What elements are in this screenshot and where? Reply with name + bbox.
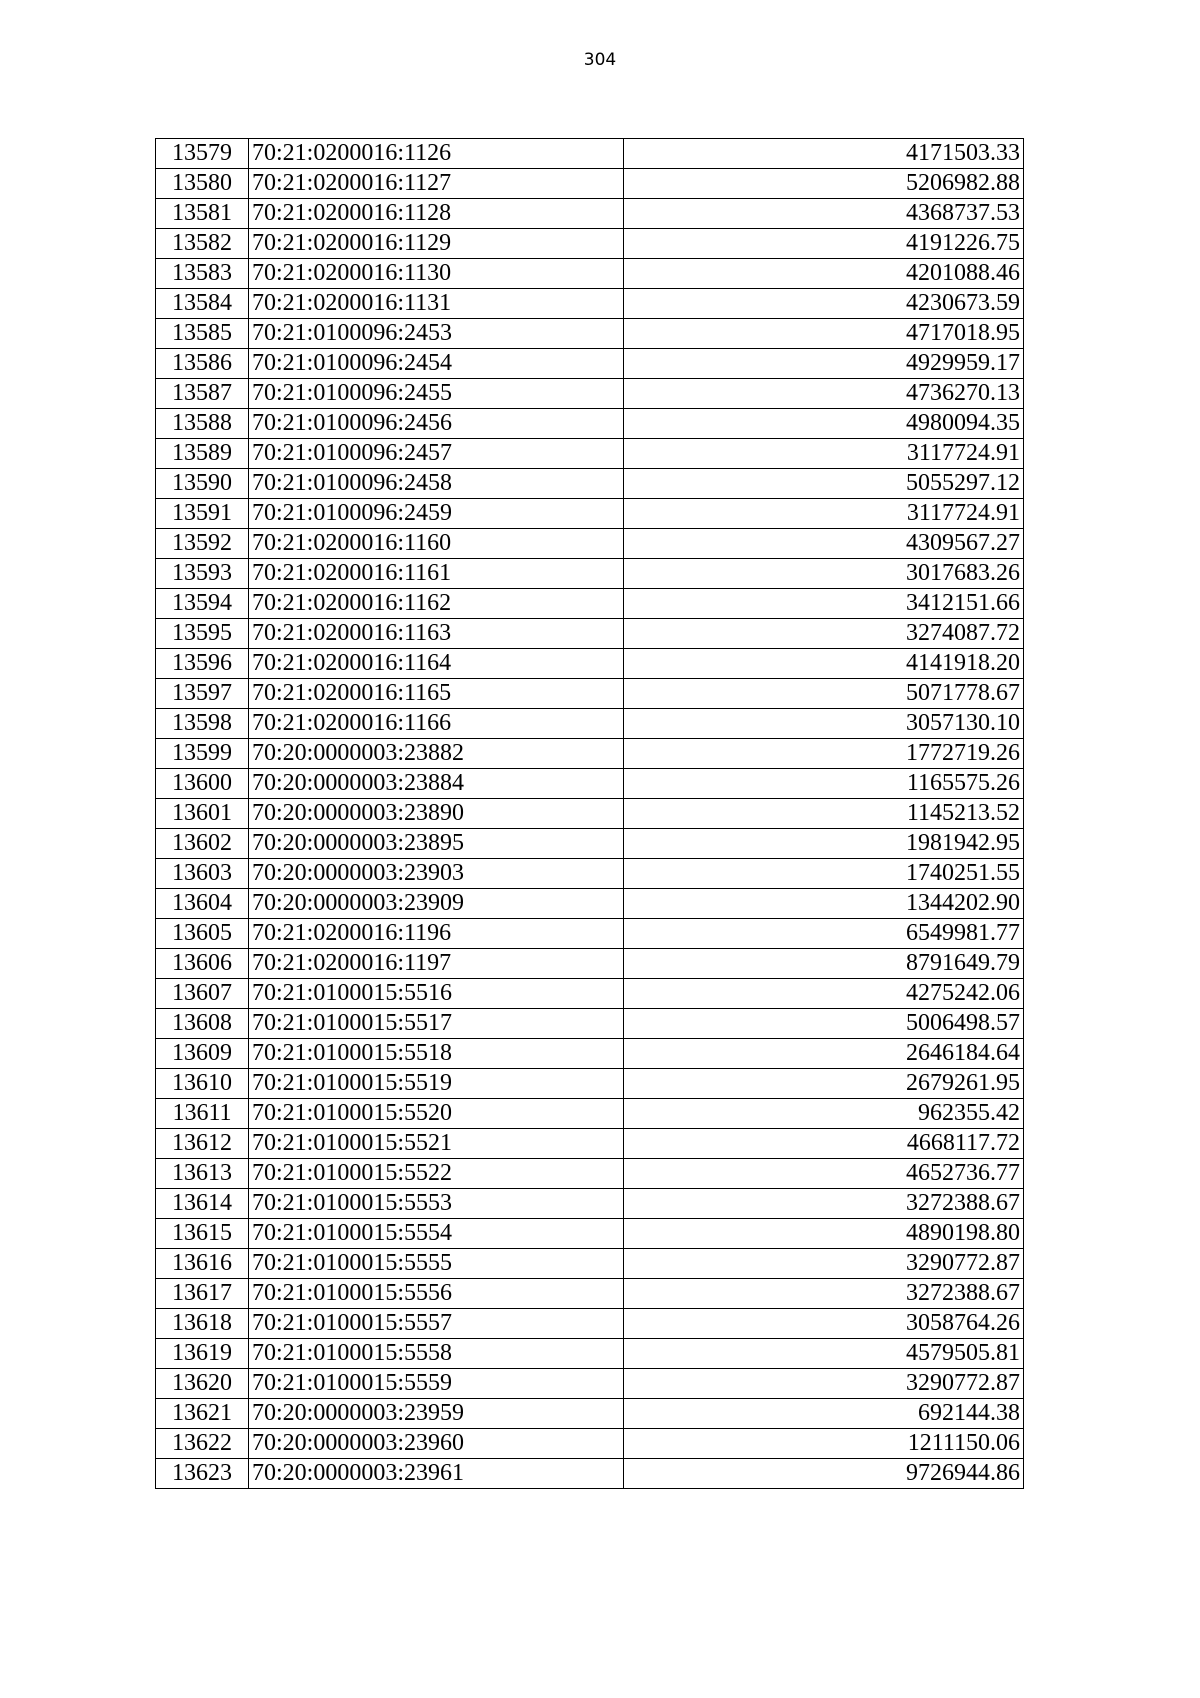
cadastral-value-cell: 8791649.79	[624, 949, 1024, 979]
table-row	[156, 769, 1024, 799]
cadastral-value-cell: 1772719.26	[624, 739, 1024, 769]
row-number-cell: 13605	[156, 919, 249, 949]
cadastral-number-cell: 70:21:0200016:1131	[249, 289, 624, 319]
cadastral-number-cell: 70:21:0100096:2459	[249, 499, 624, 529]
cadastral-value-cell: 4191226.75	[624, 229, 1024, 259]
cadastral-number-cell: 70:20:0000003:23909	[249, 889, 624, 919]
cadastral-value-cell: 962355.42	[624, 1099, 1024, 1129]
cadastral-value-cell: 2679261.95	[624, 1069, 1024, 1099]
table-row	[156, 949, 1024, 979]
row-number-cell: 13585	[156, 319, 249, 349]
cadastral-value-cell: 3272388.67	[624, 1189, 1024, 1219]
table-row	[156, 1069, 1024, 1099]
row-number-cell: 13617	[156, 1279, 249, 1309]
cadastral-value-cell: 5206982.88	[624, 169, 1024, 199]
row-number-cell: 13599	[156, 739, 249, 769]
table-row	[156, 1249, 1024, 1279]
cadastral-number-cell: 70:21:0100096:2454	[249, 349, 624, 379]
table-row	[156, 1369, 1024, 1399]
row-number-cell: 13620	[156, 1369, 249, 1399]
cadastral-number-cell: 70:21:0200016:1127	[249, 169, 624, 199]
cadastral-number-cell: 70:21:0200016:1197	[249, 949, 624, 979]
cadastral-number-cell: 70:21:0100096:2456	[249, 409, 624, 439]
row-number-cell: 13587	[156, 379, 249, 409]
row-number-cell: 13608	[156, 1009, 249, 1039]
table-row	[156, 859, 1024, 889]
table-row	[156, 619, 1024, 649]
cadastral-number-cell: 70:21:0100015:5519	[249, 1069, 624, 1099]
table-row	[156, 1159, 1024, 1189]
table-row	[156, 1219, 1024, 1249]
row-number-cell: 13581	[156, 199, 249, 229]
cadastral-number-cell: 70:20:0000003:23895	[249, 829, 624, 859]
cadastral-value-cell: 1740251.55	[624, 859, 1024, 889]
cadastral-number-cell: 70:21:0100015:5516	[249, 979, 624, 1009]
row-number-cell: 13604	[156, 889, 249, 919]
table-row	[156, 469, 1024, 499]
cadastral-value-cell: 1981942.95	[624, 829, 1024, 859]
table-row	[156, 1039, 1024, 1069]
cadastral-value-cell: 9726944.86	[624, 1459, 1024, 1489]
row-number-cell: 13598	[156, 709, 249, 739]
cadastral-number-cell: 70:20:0000003:23961	[249, 1459, 624, 1489]
row-number-cell: 13610	[156, 1069, 249, 1099]
cadastral-value-cell: 5071778.67	[624, 679, 1024, 709]
cadastral-number-cell: 70:21:0100015:5521	[249, 1129, 624, 1159]
table-row	[156, 349, 1024, 379]
cadastral-number-cell: 70:21:0100015:5518	[249, 1039, 624, 1069]
cadastral-value-cell: 4230673.59	[624, 289, 1024, 319]
row-number-cell: 13601	[156, 799, 249, 829]
cadastral-number-cell: 70:21:0100015:5559	[249, 1369, 624, 1399]
cadastral-value-cell: 4736270.13	[624, 379, 1024, 409]
cadastral-number-cell: 70:21:0200016:1160	[249, 529, 624, 559]
cadastral-number-cell: 70:21:0100015:5553	[249, 1189, 624, 1219]
table-body	[156, 139, 1024, 1489]
cadastral-number-cell: 70:20:0000003:23890	[249, 799, 624, 829]
cadastral-value-cell: 4309567.27	[624, 529, 1024, 559]
row-number-cell: 13603	[156, 859, 249, 889]
row-number-cell: 13586	[156, 349, 249, 379]
cadastral-value-cell: 6549981.77	[624, 919, 1024, 949]
row-number-cell: 13612	[156, 1129, 249, 1159]
table-row	[156, 139, 1024, 169]
cadastral-value-cell: 4890198.80	[624, 1219, 1024, 1249]
row-number-cell: 13597	[156, 679, 249, 709]
cadastral-number-cell: 70:21:0100015:5554	[249, 1219, 624, 1249]
cadastral-number-cell: 70:21:0100015:5556	[249, 1279, 624, 1309]
cadastral-number-cell: 70:21:0200016:1161	[249, 559, 624, 589]
table-row	[156, 1459, 1024, 1489]
cadastral-value-cell: 4668117.72	[624, 1129, 1024, 1159]
table-row	[156, 289, 1024, 319]
table-row	[156, 1339, 1024, 1369]
cadastral-value-cell: 1344202.90	[624, 889, 1024, 919]
row-number-cell: 13589	[156, 439, 249, 469]
cadastral-number-cell: 70:20:0000003:23903	[249, 859, 624, 889]
table-row	[156, 1009, 1024, 1039]
table-row	[156, 199, 1024, 229]
row-number-cell: 13596	[156, 649, 249, 679]
cadastral-value-cell: 3117724.91	[624, 439, 1024, 469]
cadastral-value-cell: 2646184.64	[624, 1039, 1024, 1069]
row-number-cell: 13584	[156, 289, 249, 319]
table-row	[156, 679, 1024, 709]
table-row	[156, 649, 1024, 679]
row-number-cell: 13583	[156, 259, 249, 289]
table-row	[156, 1129, 1024, 1159]
row-number-cell: 13602	[156, 829, 249, 859]
cadastral-value-table	[155, 138, 1024, 1489]
table-row	[156, 1399, 1024, 1429]
table-row	[156, 439, 1024, 469]
table-row	[156, 259, 1024, 289]
table-row	[156, 499, 1024, 529]
cadastral-value-cell: 4579505.81	[624, 1339, 1024, 1369]
cadastral-number-cell: 70:21:0100096:2457	[249, 439, 624, 469]
cadastral-value-cell: 1211150.06	[624, 1429, 1024, 1459]
table-row	[156, 589, 1024, 619]
cadastral-number-cell: 70:21:0100096:2453	[249, 319, 624, 349]
cadastral-number-cell: 70:21:0200016:1162	[249, 589, 624, 619]
cadastral-number-cell: 70:21:0200016:1165	[249, 679, 624, 709]
row-number-cell: 13590	[156, 469, 249, 499]
cadastral-number-cell: 70:20:0000003:23882	[249, 739, 624, 769]
cadastral-value-cell: 3272388.67	[624, 1279, 1024, 1309]
row-number-cell: 13591	[156, 499, 249, 529]
row-number-cell: 13579	[156, 139, 249, 169]
row-number-cell: 13595	[156, 619, 249, 649]
row-number-cell: 13593	[156, 559, 249, 589]
cadastral-value-cell: 3290772.87	[624, 1249, 1024, 1279]
cadastral-number-cell: 70:20:0000003:23959	[249, 1399, 624, 1429]
row-number-cell: 13618	[156, 1309, 249, 1339]
cadastral-value-cell: 4141918.20	[624, 649, 1024, 679]
row-number-cell: 13592	[156, 529, 249, 559]
cadastral-number-cell: 70:21:0100015:5520	[249, 1099, 624, 1129]
cadastral-value-cell: 692144.38	[624, 1399, 1024, 1429]
cadastral-value-cell: 4652736.77	[624, 1159, 1024, 1189]
row-number-cell: 13616	[156, 1249, 249, 1279]
cadastral-number-cell: 70:21:0100015:5517	[249, 1009, 624, 1039]
cadastral-number-cell: 70:21:0100015:5558	[249, 1339, 624, 1369]
row-number-cell: 13600	[156, 769, 249, 799]
table-row	[156, 1429, 1024, 1459]
table-row	[156, 559, 1024, 589]
table-row	[156, 799, 1024, 829]
cadastral-value-cell: 3274087.72	[624, 619, 1024, 649]
table-row	[156, 169, 1024, 199]
cadastral-number-cell: 70:21:0100096:2458	[249, 469, 624, 499]
table-row	[156, 1309, 1024, 1339]
row-number-cell: 13594	[156, 589, 249, 619]
cadastral-value-cell: 3412151.66	[624, 589, 1024, 619]
cadastral-number-cell: 70:21:0100015:5557	[249, 1309, 624, 1339]
row-number-cell: 13609	[156, 1039, 249, 1069]
table-row	[156, 1279, 1024, 1309]
cadastral-value-cell: 4929959.17	[624, 349, 1024, 379]
row-number-cell: 13619	[156, 1339, 249, 1369]
row-number-cell: 13580	[156, 169, 249, 199]
table-row	[156, 529, 1024, 559]
row-number-cell: 13622	[156, 1429, 249, 1459]
row-number-cell: 13615	[156, 1219, 249, 1249]
cadastral-value-cell: 4980094.35	[624, 409, 1024, 439]
table-row	[156, 919, 1024, 949]
table-row	[156, 829, 1024, 859]
cadastral-number-cell: 70:21:0200016:1163	[249, 619, 624, 649]
cadastral-number-cell: 70:21:0200016:1129	[249, 229, 624, 259]
row-number-cell: 13614	[156, 1189, 249, 1219]
cadastral-number-cell: 70:21:0200016:1126	[249, 139, 624, 169]
cadastral-number-cell: 70:21:0200016:1164	[249, 649, 624, 679]
table-row	[156, 319, 1024, 349]
table-row	[156, 889, 1024, 919]
cadastral-value-cell: 3117724.91	[624, 499, 1024, 529]
cadastral-value-cell: 5006498.57	[624, 1009, 1024, 1039]
table-row	[156, 709, 1024, 739]
cadastral-number-cell: 70:21:0200016:1130	[249, 259, 624, 289]
row-number-cell: 13588	[156, 409, 249, 439]
cadastral-number-cell: 70:21:0100015:5555	[249, 1249, 624, 1279]
row-number-cell: 13607	[156, 979, 249, 1009]
cadastral-number-cell: 70:20:0000003:23884	[249, 769, 624, 799]
cadastral-value-cell: 4717018.95	[624, 319, 1024, 349]
row-number-cell: 13613	[156, 1159, 249, 1189]
page-number: 304	[583, 50, 617, 70]
cadastral-value-cell: 5055297.12	[624, 469, 1024, 499]
cadastral-value-cell: 4201088.46	[624, 259, 1024, 289]
cadastral-number-cell: 70:21:0200016:1128	[249, 199, 624, 229]
row-number-cell: 13611	[156, 1099, 249, 1129]
cadastral-value-cell: 3017683.26	[624, 559, 1024, 589]
table-row	[156, 409, 1024, 439]
cadastral-value-cell: 4368737.53	[624, 199, 1024, 229]
table-row	[156, 379, 1024, 409]
cadastral-value-cell: 3058764.26	[624, 1309, 1024, 1339]
row-number-cell: 13623	[156, 1459, 249, 1489]
cadastral-number-cell: 70:21:0100015:5522	[249, 1159, 624, 1189]
cadastral-value-cell: 4171503.33	[624, 139, 1024, 169]
table-row	[156, 1189, 1024, 1219]
cadastral-number-cell: 70:20:0000003:23960	[249, 1429, 624, 1459]
table-row	[156, 229, 1024, 259]
cadastral-value-cell: 4275242.06	[624, 979, 1024, 1009]
cadastral-number-cell: 70:21:0100096:2455	[249, 379, 624, 409]
cadastral-value-cell: 3290772.87	[624, 1369, 1024, 1399]
table-row	[156, 739, 1024, 769]
row-number-cell: 13606	[156, 949, 249, 979]
table-row	[156, 1099, 1024, 1129]
cadastral-value-cell: 1165575.26	[624, 769, 1024, 799]
row-number-cell: 13621	[156, 1399, 249, 1429]
cadastral-number-cell: 70:21:0200016:1166	[249, 709, 624, 739]
cadastral-number-cell: 70:21:0200016:1196	[249, 919, 624, 949]
cadastral-value-cell: 3057130.10	[624, 709, 1024, 739]
row-number-cell: 13582	[156, 229, 249, 259]
cadastral-value-cell: 1145213.52	[624, 799, 1024, 829]
table-row	[156, 979, 1024, 1009]
